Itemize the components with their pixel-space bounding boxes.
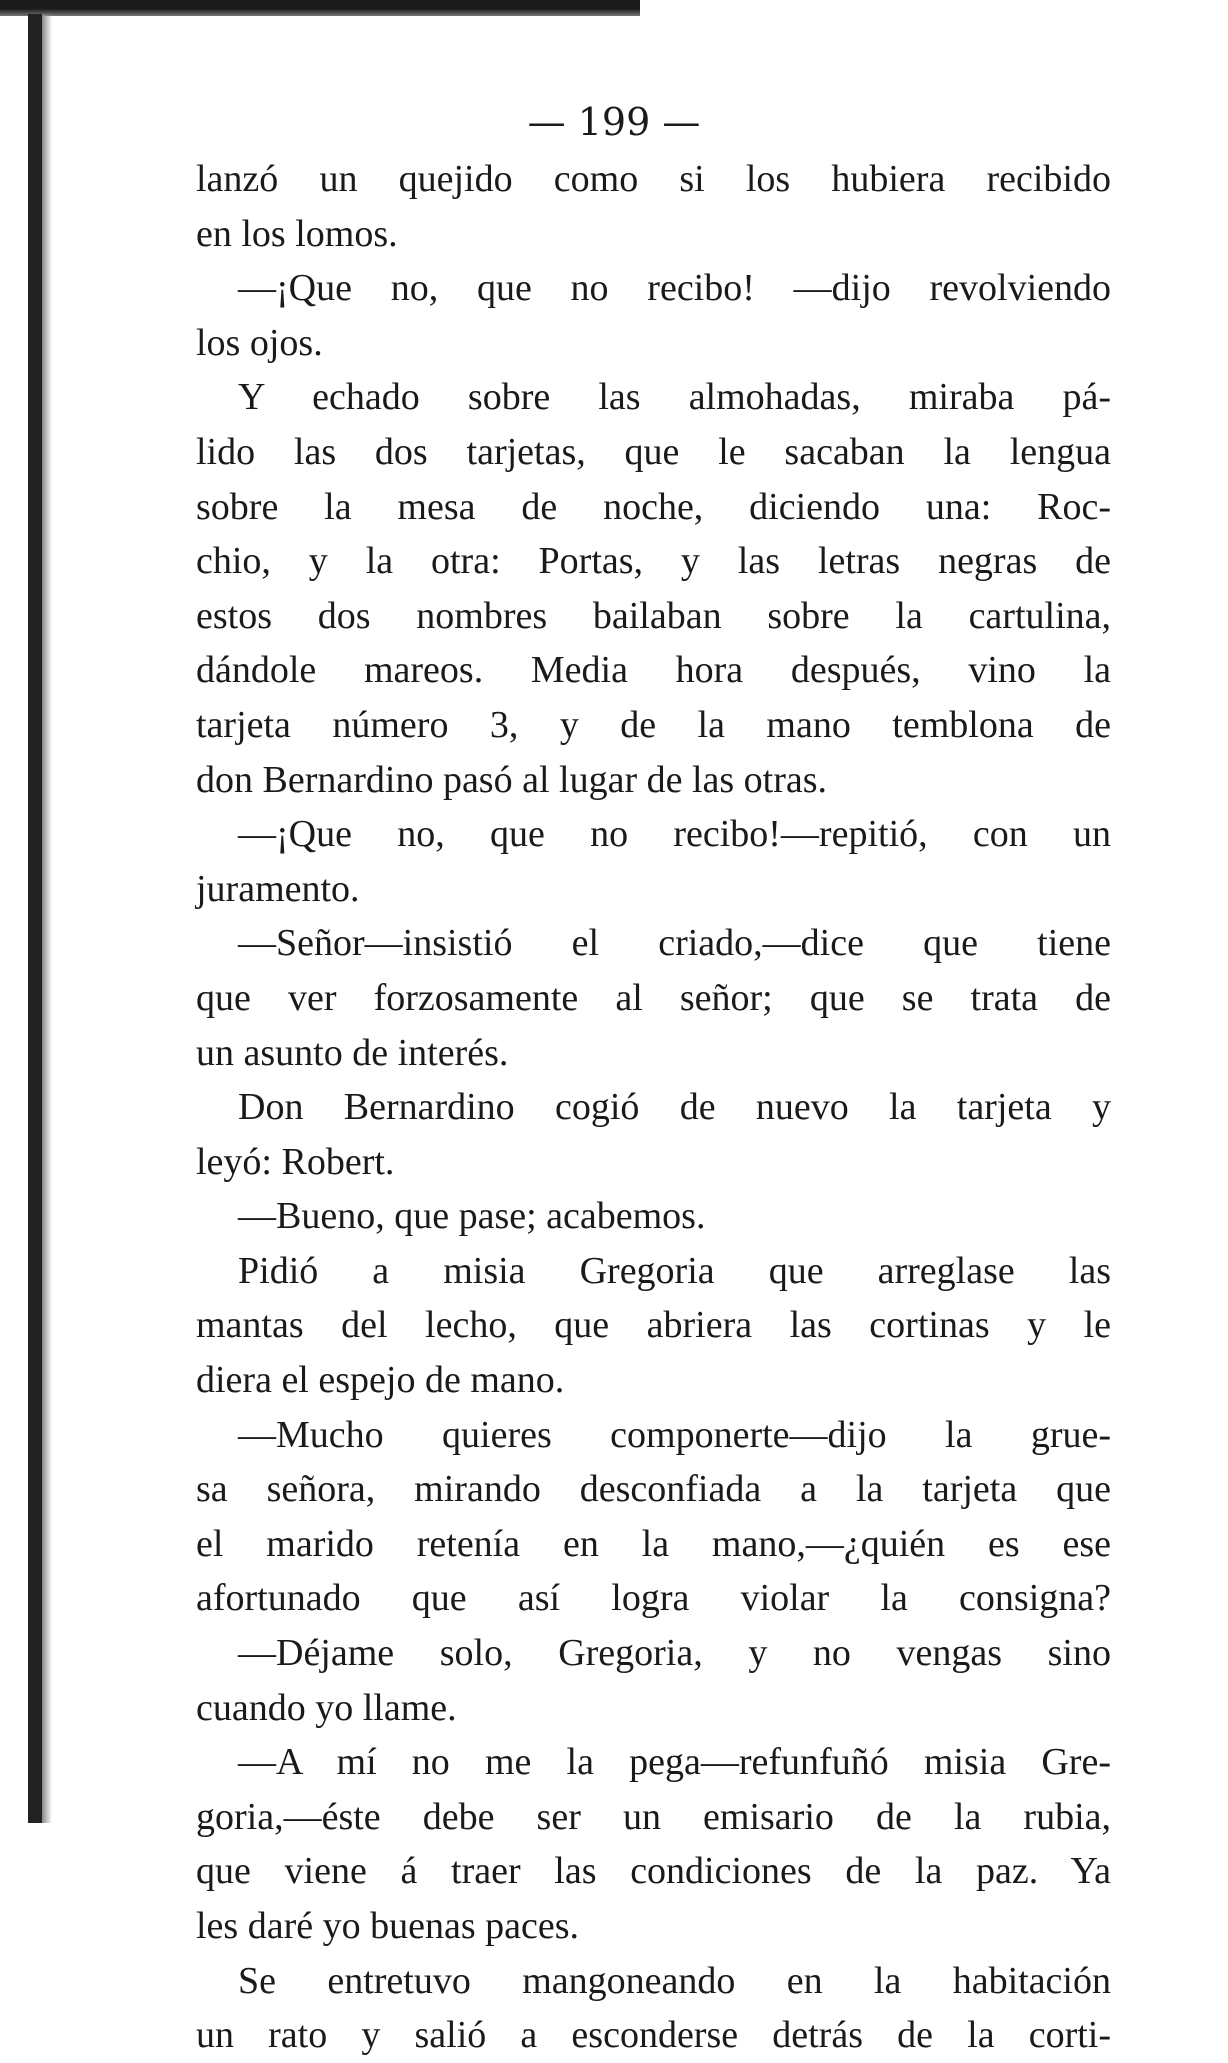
page-binding-edge [28,14,42,1823]
text-line: en los lomos. [196,212,398,255]
text-line: —¡Que no, que no recibo!—repitió, con un [238,813,1111,856]
page-binding-shadow [42,14,52,1823]
text-line: Pidió a misia Gregoria que arreglase las [238,1249,1111,1292]
text-line: un rato y salió a esconderse detrás de la corti- [196,2014,1111,2057]
text-line: sa señora, mirando desconfiada a la tarjeta que [196,1468,1111,1511]
text-line: un asunto de interés. [196,1031,509,1074]
text-line: —¡Que no, que no recibo! —dijo revolviendo [238,267,1111,310]
body-text [196,152,1111,2063]
text-line: diera el espejo de mano. [196,1359,565,1402]
text-line: —Bueno, que pase; acabemos. [238,1195,706,1238]
text-line: —Déjame solo, Gregoria, y no vengas sino [238,1632,1111,1675]
text-line: afortunado que así logra violar la consigna? [196,1577,1111,1620]
page-number: — 199 — [527,100,701,144]
text-line: los ojos. [196,321,323,364]
text-line: —A mí no me la pega—refunfuñó misia Gre- [238,1741,1111,1784]
text-line: Se entretuvo mangoneando en la habitación [238,1959,1111,2002]
text-line: que ver forzosamente al señor; que se trata de [196,976,1111,1019]
text-line: don Bernardino pasó al lugar de las otras. [196,758,828,801]
text-line: dándole mareos. Media hora después, vino la [196,649,1111,692]
text-line: cuando yo llame. [196,1686,457,1729]
text-line: Y echado sobre las almohadas, miraba pá- [238,376,1111,419]
text-line: —Mucho quieres componerte—dijo la grue- [238,1413,1111,1456]
text-line: tarjeta número 3, y de la mano temblona de [196,703,1111,746]
text-line: goria,—éste debe ser un emisario de la rubia, [196,1795,1111,1838]
text-line: —Señor—insistió el criado,—dice que tiene [238,922,1111,965]
text-line: el marido retenía en la mano,—¿quién es ese [196,1522,1111,1565]
text-line: sobre la mesa de noche, diciendo una: Roc- [196,485,1111,528]
text-line: leyó: Robert. [196,1140,395,1183]
text-line: juramento. [196,867,360,910]
text-line: lido las dos tarjetas, que le sacaban la lengua [196,430,1111,473]
text-line: mantas del lecho, que abriera las cortinas y le [196,1304,1111,1347]
text-line: les daré yo buenas paces. [196,1905,580,1947]
text-line: que viene á traer las condiciones de la paz. Ya [196,1850,1111,1893]
text-line: chio, y la otra: Portas, y las letras negras de [196,540,1111,583]
text-line: Don Bernardino cogió de nuevo la tarjeta y [238,1086,1111,1129]
text-line: estos dos nombres bailaban sobre la cartulina, [196,594,1111,637]
text-line: lanzó un quejido como si los hubiera recibido [196,158,1111,200]
top-edge-rule [0,0,640,16]
